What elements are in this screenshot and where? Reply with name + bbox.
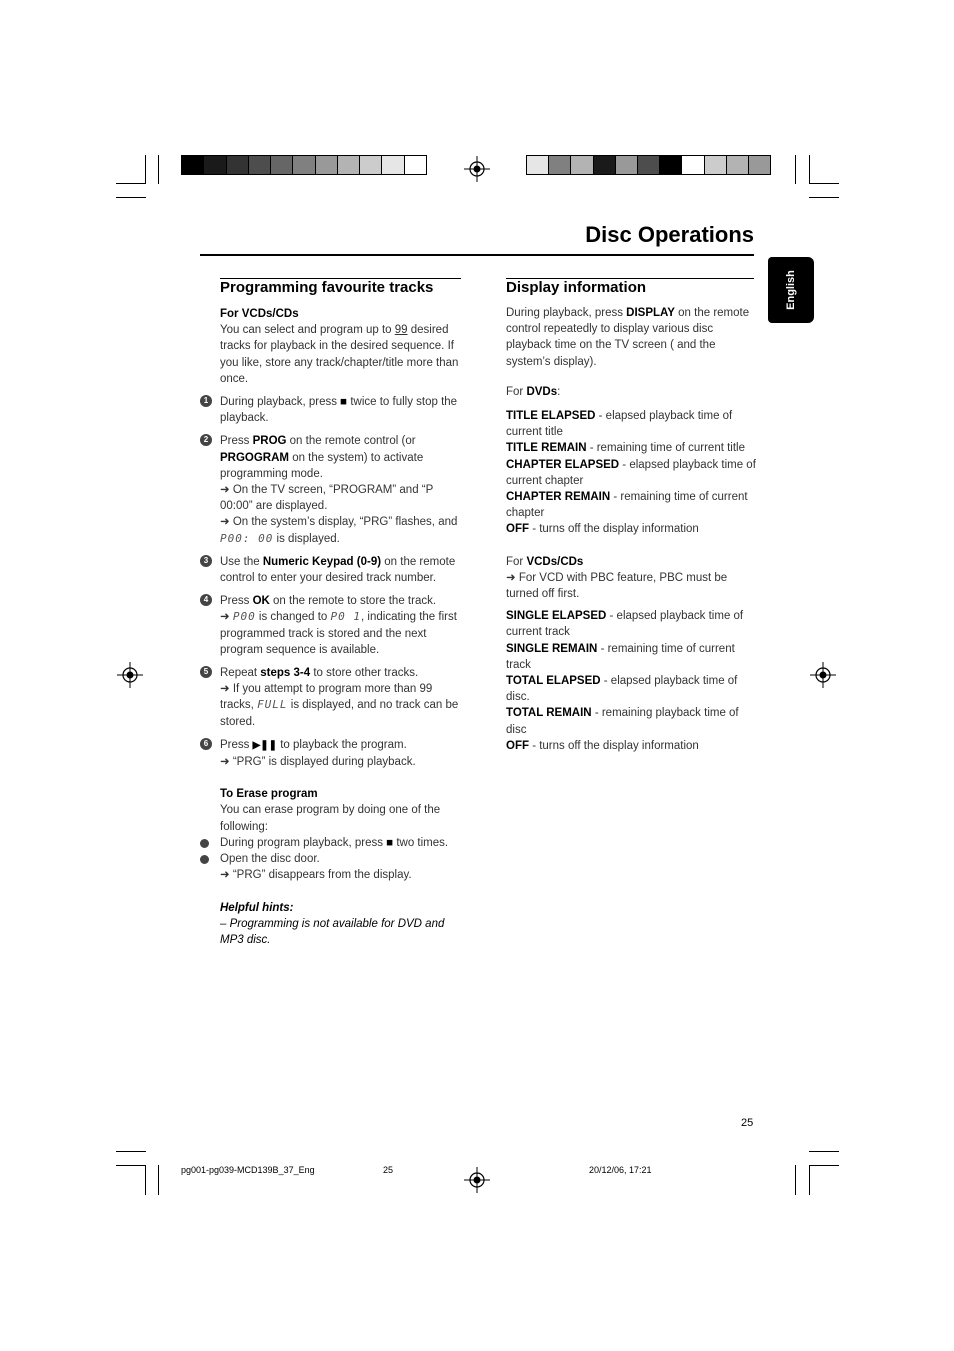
- footer-filename: pg001-pg039-MCD139B_37_Eng: [181, 1165, 315, 1175]
- paragraph: You can erase program by doing one of the following:: [220, 804, 441, 833]
- page-title: Disc Operations: [585, 222, 754, 247]
- grayscale-bar: [181, 155, 427, 175]
- crop-mark: [795, 155, 796, 184]
- registration-mark-icon: [464, 1167, 490, 1193]
- crop-mark: [809, 1165, 810, 1195]
- step-4: 4 Press OK on the remote to store the track. ➜ P00 is changed to P0 1, indicating the first programmed track is stored and the next program sequence is available.: [220, 593, 462, 658]
- gray-swatch: [705, 156, 727, 174]
- display-mode-item: TITLE ELAPSED - elapsed playback time of current title: [506, 410, 733, 439]
- step-number-badge: 2: [200, 434, 212, 446]
- display-mode-item: CHAPTER REMAIN - remaining time of current chapter: [506, 491, 748, 520]
- grayscale-bar: [526, 155, 771, 175]
- crop-mark: [809, 1165, 839, 1166]
- gray-swatch: [360, 156, 382, 174]
- gray-swatch: [727, 156, 749, 174]
- crop-mark: [116, 1151, 146, 1152]
- gray-swatch: [204, 156, 226, 174]
- lcd-text: FULL: [257, 698, 288, 712]
- gray-swatch: [527, 156, 549, 174]
- step-number-badge: 1: [200, 395, 212, 407]
- step-3: 3 Use the Numeric Keypad (0-9) on the remote control to enter your desired track number.: [220, 554, 462, 586]
- section-heading: Programming favourite tracks: [220, 279, 434, 296]
- language-tab-label: English: [784, 270, 797, 310]
- display-mode-item: TOTAL ELAPSED - elapsed playback time of disc.: [506, 675, 738, 704]
- step-number-badge: 6: [200, 738, 212, 750]
- footer-page: 25: [383, 1165, 394, 1175]
- paragraph: ➜ For VCD with PBC feature, PBC must be turned off first.: [506, 571, 728, 601]
- registration-mark-icon: [117, 662, 143, 688]
- gray-swatch: [405, 156, 426, 174]
- lcd-text: P00: [232, 610, 256, 624]
- display-mode-item: OFF - turns off the display information: [506, 523, 699, 536]
- gray-swatch: [616, 156, 638, 174]
- gray-swatch: [571, 156, 593, 174]
- display-mode-item: OFF - turns off the display information: [506, 739, 699, 752]
- display-mode-item: CHAPTER ELAPSED - elapsed playback time of current chapter: [506, 458, 756, 487]
- stop-icon: ■: [386, 836, 394, 849]
- gray-swatch: [227, 156, 249, 174]
- step-number-badge: 5: [200, 666, 212, 678]
- crop-mark: [145, 155, 146, 184]
- page-number: 25: [741, 1117, 754, 1129]
- gray-swatch: [682, 156, 704, 174]
- erase-option-1: During program playback, press ■ two times.: [220, 835, 462, 851]
- crop-mark: [809, 197, 839, 198]
- lcd-text: P0 1: [330, 610, 362, 624]
- paragraph: For DVDs:: [506, 385, 561, 398]
- crop-mark: [809, 155, 810, 184]
- crop-mark: [116, 197, 146, 198]
- gray-swatch: [549, 156, 571, 174]
- crop-mark: [116, 1165, 146, 1166]
- display-mode-list: [506, 408, 756, 538]
- crop-mark: [145, 1165, 146, 1195]
- left-column: [203, 306, 462, 948]
- footer-date: 20/12/06, 17:21: [589, 1165, 652, 1175]
- erase-option-2: Open the disc door. ➜ “PRG” disappears from the display.: [220, 851, 462, 883]
- paragraph: During playback, press DISPLAY on the remote control repeatedly to display various disc playback time on the TV screen ( and the system’s display).: [506, 307, 750, 368]
- step-1: 1 During playback, press ■ twice to fully stop the playback.: [220, 394, 462, 426]
- display-mode-item: SINGLE REMAIN - remaining time of current track: [506, 642, 735, 671]
- display-mode-item: TITLE REMAIN - remaining time of current title: [506, 442, 746, 455]
- gray-swatch: [382, 156, 404, 174]
- right-column: [506, 305, 756, 754]
- step-number-badge: 4: [200, 594, 212, 606]
- gray-swatch: [749, 156, 770, 174]
- paragraph: You can select and program up to 99 desired tracks for playback in the desired sequence. If you like, store any track/chapter/title more than once.: [220, 324, 459, 385]
- crop-mark: [809, 183, 839, 184]
- lcd-text: P00: 00: [220, 531, 274, 545]
- step-6: 6 Press ▶❚❚ to playback the program. ➜ “PRG” is displayed during playback.: [220, 737, 462, 770]
- title-rule: [200, 254, 754, 256]
- gray-swatch: [271, 156, 293, 174]
- bullet-icon: [200, 855, 209, 864]
- stop-icon: ■: [340, 396, 348, 409]
- step-2: 2 Press PROG on the remote control (or PRGOGRAM on the system) to activate programming mode. ➜ On the TV screen, “PROGRAM” and “P 00:00” are displayed. ➜ On the system’s display, “PRG” flashes, and P00: 00 is displayed.: [220, 433, 462, 546]
- gray-swatch: [338, 156, 360, 174]
- display-mode-item: SINGLE ELAPSED - elapsed playback time of current track: [506, 610, 744, 639]
- crop-mark: [158, 1165, 159, 1195]
- crop-mark: [158, 155, 159, 184]
- bullet-icon: [200, 839, 209, 848]
- gray-swatch: [293, 156, 315, 174]
- crop-mark: [116, 183, 146, 184]
- section-heading: Display information: [506, 279, 647, 296]
- gray-swatch: [638, 156, 660, 174]
- subheading: To Erase program: [220, 788, 318, 801]
- crop-mark: [795, 1165, 796, 1195]
- gray-swatch: [182, 156, 204, 174]
- gray-swatch: [249, 156, 271, 174]
- crop-mark: [809, 1151, 839, 1152]
- hints-heading: Helpful hints:: [220, 901, 294, 914]
- gray-swatch: [316, 156, 338, 174]
- step-5: 5 Repeat steps 3-4 to store other tracks. ➜ If you attempt to program more than 99 tracks, FULL is displayed, and no track can be stored.: [220, 665, 462, 730]
- registration-mark-icon: [810, 662, 836, 688]
- gray-swatch: [660, 156, 682, 174]
- registration-mark-icon: [464, 156, 490, 182]
- step-number-badge: 3: [200, 555, 212, 567]
- hints-text: – Programming is not available for DVD and MP3 disc.: [220, 917, 445, 946]
- paragraph: For VCDs/CDs: [506, 555, 584, 568]
- subheading: For VCDs/CDs: [220, 308, 299, 320]
- display-mode-list: [506, 608, 756, 754]
- display-mode-item: TOTAL REMAIN - remaining playback time of disc: [506, 707, 739, 736]
- gray-swatch: [594, 156, 616, 174]
- play-pause-icon: ▶❚❚: [252, 739, 278, 751]
